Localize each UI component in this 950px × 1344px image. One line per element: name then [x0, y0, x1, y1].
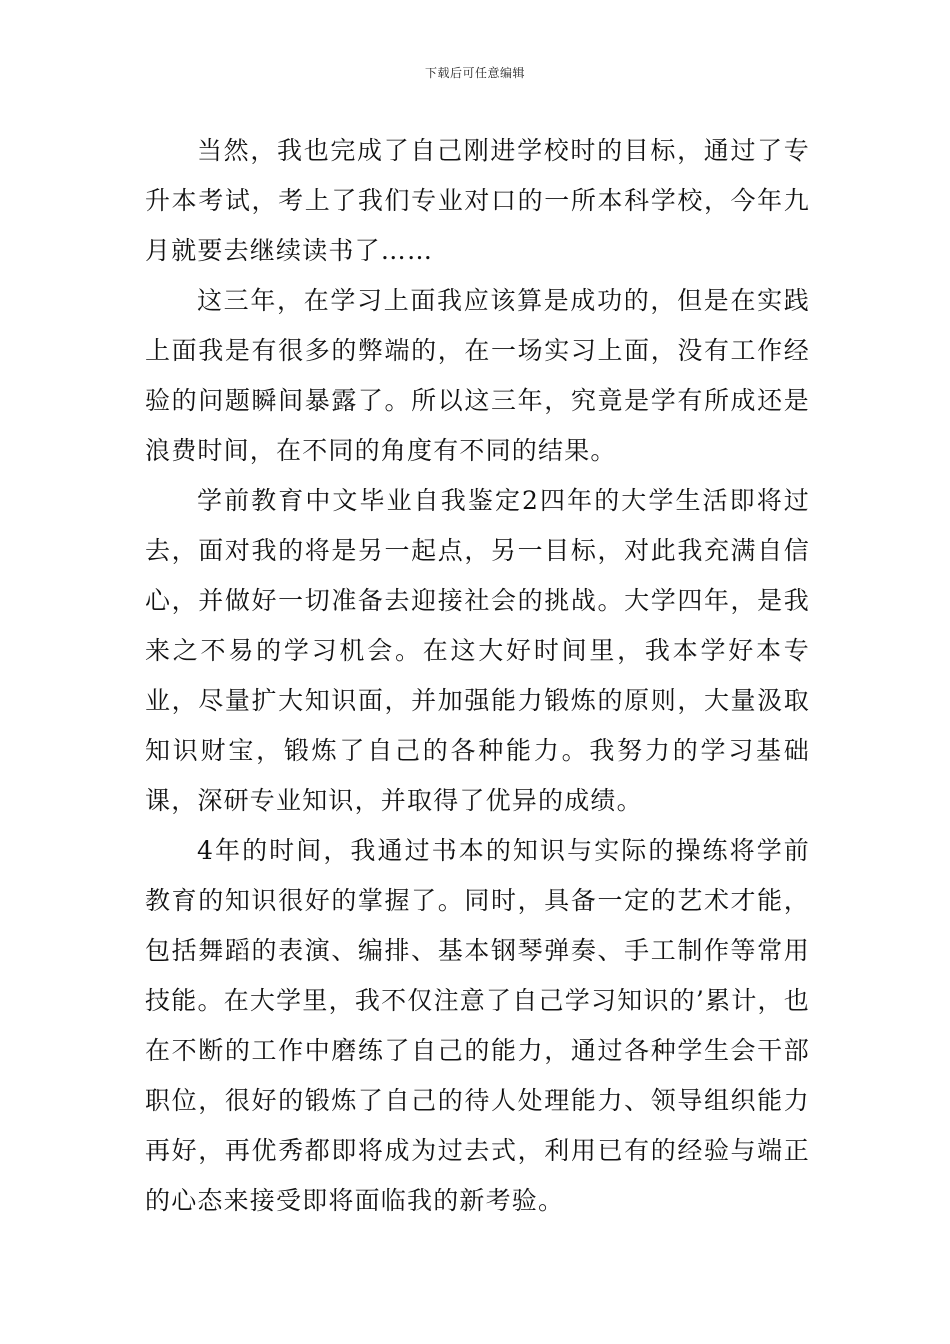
document-body: [145, 126, 810, 1226]
paragraph-2: 这三年，在学习上面我应该算是成功的，但是在实践上面我是有很多的弊端的，在一场实习上面，没有工作经验的问题瞬间暴露了。所以这三年，究竟是学有所成还是浪费时间，在不同的角度有不同的结果。: [145, 286, 810, 465]
paragraph-1: 当然，我也完成了自己刚进学校时的目标，通过了专升本考试，考上了我们专业对口的一所本科学校，今年九月就要去继续读书了……: [145, 136, 810, 265]
page-header: 下载后可任意编辑: [424, 66, 525, 80]
paragraph-3: 学前教育中文毕业自我鉴定2四年的大学生活即将过去，面对我的将是另一起点，另一目标，对此我充满自信心，并做好一切准备去迎接社会的挑战。大学四年，是我来之不易的学习机会。在这大好时间里，我本学好本专业，尽量扩大知识面，并加强能力锻炼的原则，大量汲取知识财宝，锻炼了自己的各种能力。我努力的学习基础课，深研专业知识，并取得了优异的成绩。: [145, 486, 810, 815]
paragraph-4: 4年的时间，我通过书本的知识与实际的操练将学前教育的知识很好的掌握了。同时，具备一定的艺术才能，包括舞蹈的表演、编排、基本钢琴弹奏、手工制作等常用技能。在大学里，我不仅注意了自己学习知识的’累计，也在不断的工作中磨练了自己的能力，通过各种学生会干部职位，很好的锻炼了自己的待人处理能力、领导组织能力再好，再优秀都即将成为过去式，利用已有的经验与端正的心态来接受即将面临我的新考验。: [145, 836, 810, 1215]
